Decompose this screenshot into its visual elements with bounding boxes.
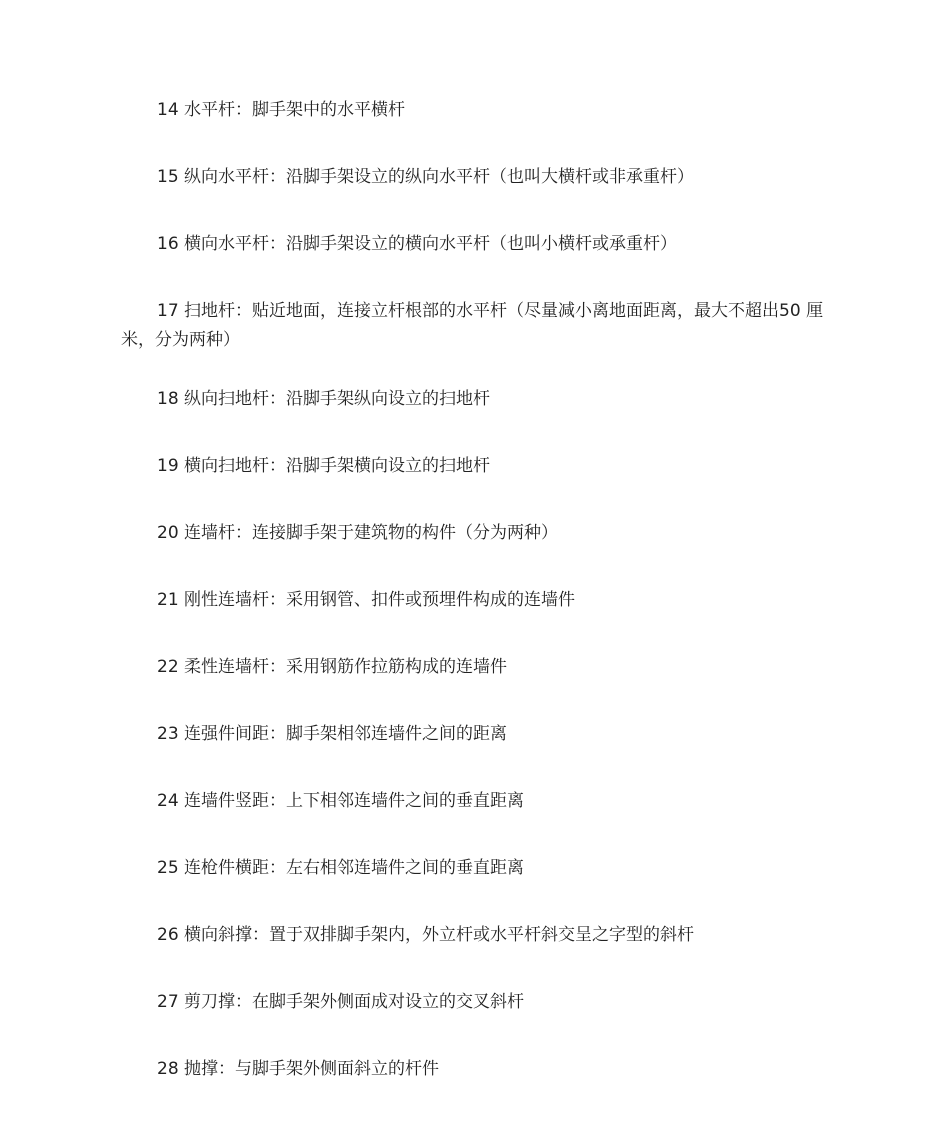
document-body xyxy=(121,96,831,1122)
paragraph-23: 23 连强件间距：脚手架相邻连墙件之间的距离 xyxy=(157,724,508,744)
paragraph-26: 26 横向斜撑：置于双排脚手架内，外立杆或水平杆斜交呈之字型的斜杆 xyxy=(157,925,695,945)
paragraph-17: 17 扫地杆：贴近地面，连接立杆根部的水平杆（尽量减小离地面距离，最大不超出50 厘米，分为两种） xyxy=(121,301,824,350)
paragraph-18: 18 纵向扫地杆：沿脚手架纵向设立的扫地杆 xyxy=(157,389,491,409)
paragraph-28: 28 抛撑：与脚手架外侧面斜立的杆件 xyxy=(157,1059,440,1079)
paragraph-24: 24 连墙件竖距：上下相邻连墙件之间的垂直距离 xyxy=(157,791,525,811)
paragraph-25: 25 连枪件横距：左右相邻连墙件之间的垂直距离 xyxy=(157,858,525,878)
paragraph-22: 22 柔性连墙杆：采用钢筋作拉筋构成的连墙件 xyxy=(157,657,508,677)
paragraph-14: 14 水平杆：脚手架中的水平横杆 xyxy=(157,100,406,120)
paragraph-15: 15 纵向水平杆：沿脚手架设立的纵向水平杆（也叫大横杆或非承重杆） xyxy=(157,167,695,187)
paragraph-21: 21 刚性连墙杆：采用钢管、扣件或预埋件构成的连墙件 xyxy=(157,590,576,610)
paragraph-19: 19 横向扫地杆：沿脚手架横向设立的扫地杆 xyxy=(157,456,491,476)
paragraph-27: 27 剪刀撑：在脚手架外侧面成对设立的交叉斜杆 xyxy=(157,992,525,1012)
paragraph-16: 16 横向水平杆：沿脚手架设立的横向水平杆（也叫小横杆或承重杆） xyxy=(157,234,678,254)
paragraph-20: 20 连墙杆：连接脚手架于建筑物的构件（分为两种） xyxy=(157,523,559,543)
